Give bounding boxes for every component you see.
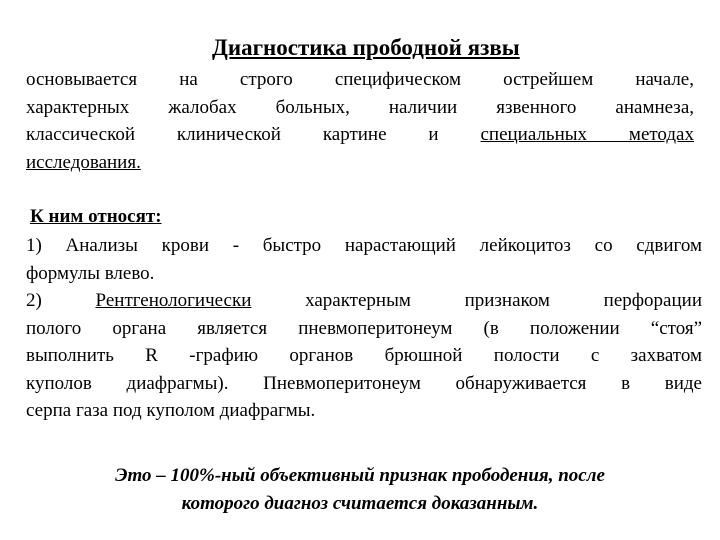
item-2-line-2: полого органа является пневмоперитонеум (в положении “стоя” [26, 317, 702, 339]
item-2-line-3: выполнить R -графию органов брюшной полости с захватом [26, 345, 702, 366]
intro-line-3-text: классической клинической картине и [26, 124, 481, 145]
item-1-line-2: формулы влево. [26, 262, 155, 284]
intro-line-4 [26, 149, 694, 177]
slide-title: Диагностика прободной язвы [212, 35, 520, 60]
conclusion-line-2: которого диагноз считается доказанным. [181, 493, 539, 514]
conclusion [20, 462, 700, 518]
item-2-line-1 [26, 287, 702, 315]
item-2-line-1-rest: характерным признаком перфорации [251, 290, 702, 311]
item-2-line-4: куполов диафрагмы). Пневмоперитонеум обнаруживается в виде [26, 372, 702, 394]
intro-line-2: характерных жалобах больных, наличии язвенного анамнеза, [26, 96, 694, 118]
intro-special-methods: специальных методах [480, 124, 694, 145]
intro-line-3 [26, 121, 694, 149]
intro-research: исследования. [26, 151, 141, 173]
subheading: К ним относят: [30, 206, 162, 227]
item-2-prefix: 2) [26, 290, 96, 311]
item-2-line-5: серпа газа под куполом диафрагмы. [26, 400, 316, 421]
intro-line-1: основывается на строго специфическом острейшем начале, [26, 69, 694, 90]
item-2-radiology: Рентгенологически [95, 290, 252, 311]
intro-paragraph [26, 66, 694, 176]
methods-list [26, 232, 702, 425]
item-1-line-1: 1) Анализы крови - быстро нарастающий лейкоцитоз со сдвигом [26, 235, 702, 256]
conclusion-line-1: Это – 100%-ный объективный признак прободения, после [115, 465, 605, 486]
